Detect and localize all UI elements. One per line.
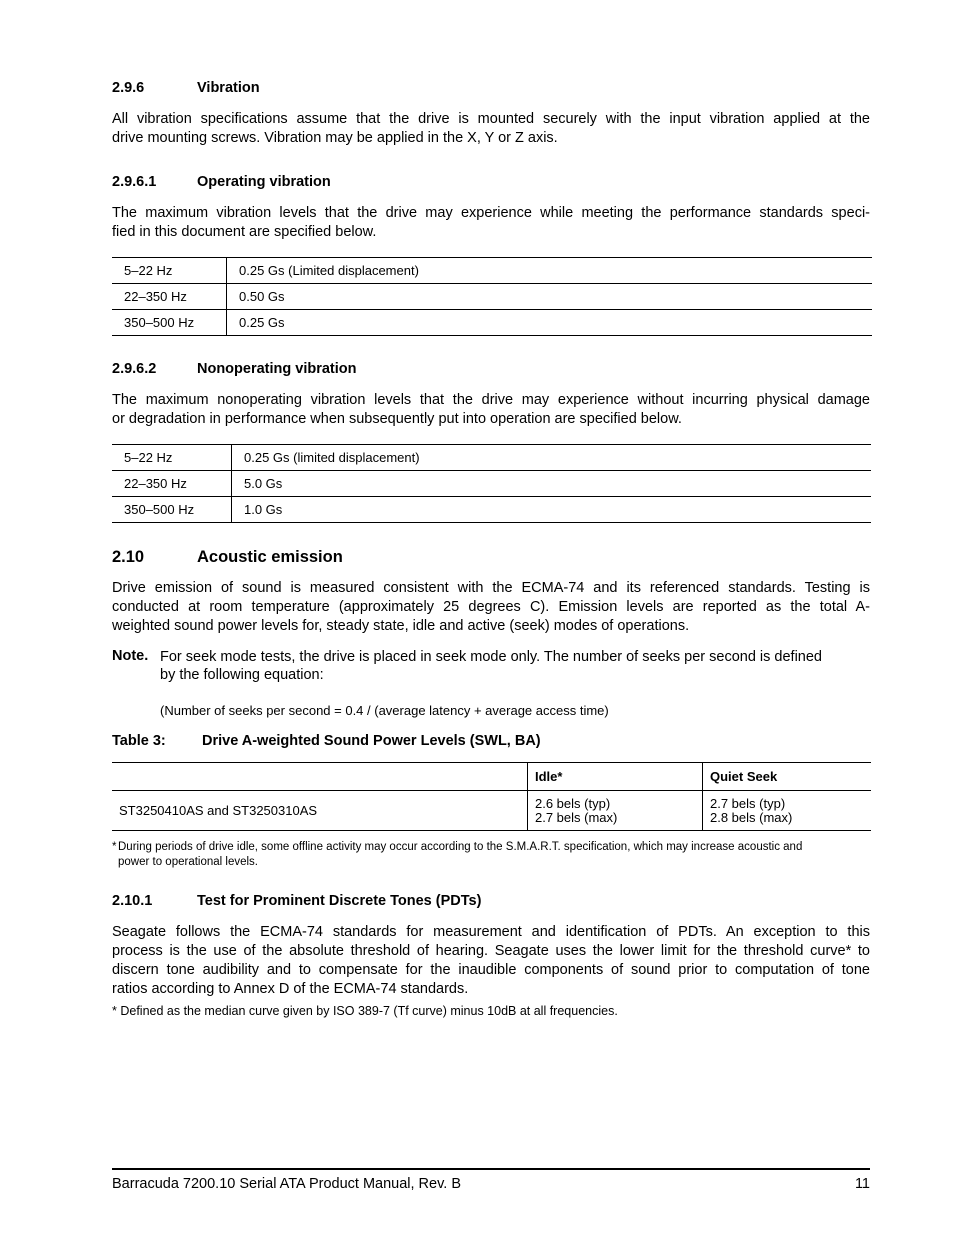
text-line: fied in this document are specified below. [112,224,377,240]
pdt-paragraph [112,923,870,999]
heading-2-10 [112,548,870,568]
operating-vibration-paragraph [112,204,870,242]
heading-2-9-6-2 [112,361,870,379]
text-line: weighted sound power levels for, steady state, idle and active (seek) modes of operations. [112,618,690,634]
threshold-footnote: * Defined as the median curve given by ISO 389-7 (Tf curve) minus 10dB at all frequencies. [112,1004,618,1018]
value-cell: 0.25 Gs (limited displacement) [232,445,872,471]
table-label: Table 3: [112,733,166,749]
vibration-paragraph [112,110,870,148]
section-number: 2.10 [112,548,145,566]
seek-equation: (Number of seeks per second = 0.4 / (average latency + average access time) [160,703,609,718]
note-label: Note. [112,648,149,664]
section-title: Vibration [197,80,260,96]
section-number: 2.9.6.1 [112,174,157,190]
table-row [112,284,872,310]
seek-cell [703,791,872,831]
section-title: Operating vibration [197,174,331,190]
acoustic-paragraph [112,579,870,636]
table-row [112,471,871,497]
text-line: process is the use of the absolute threshold of hearing. Seagate uses the lower limit for the threshold curve* to [112,943,870,959]
text-line: power to operational levels. [118,856,258,868]
seek-max: 2.8 bels (max) [710,809,793,825]
table-row [112,445,871,471]
table-row [112,310,872,336]
table-footnote [112,840,870,870]
frequency-cell: 22–350 Hz [112,284,227,310]
value-cell: 0.25 Gs (Limited displacement) [227,258,873,284]
text-line: conducted at room temperature (approximately 25 degrees C). Emission levels are reported as the total A- [112,599,870,615]
table-row [112,497,871,523]
idle-max: 2.7 bels (max) [535,809,618,825]
text-line: by the following equation: [160,667,324,683]
text-line: For seek mode tests, the drive is placed in seek mode only. The number of seeks per second is defined [160,649,822,665]
frequency-cell: 5–22 Hz [112,445,232,471]
page-number: 11 [854,1176,870,1192]
footnote-mark: * [112,841,117,853]
text-line: discern tone audibility and to compensate for the inaudible components of sound prior to computation of tone [112,962,870,978]
table-row [112,791,871,831]
nonoperating-vibration-paragraph [112,391,870,429]
text-line: The maximum nonoperating vibration levels that the drive may experience without incurring physical damage [112,392,870,408]
nonoperating-vibration-table [112,444,871,523]
section-number: 2.9.6.2 [112,361,157,377]
frequency-cell: 5–22 Hz [112,258,227,284]
footer-title: Barracuda 7200.10 Serial ATA Product Manual, Rev. B [112,1176,461,1192]
heading-2-9-6 [112,80,870,98]
text-line: ratios according to Annex D of the ECMA-74 standards. [112,981,469,997]
footer-rule [112,1168,870,1170]
table-row [112,258,872,284]
model-cell: ST3250410AS and ST3250310AS [112,791,528,831]
frequency-cell: 22–350 Hz [112,471,232,497]
table-title: Drive A-weighted Sound Power Levels (SWL, BA) [202,733,541,749]
value-cell: 5.0 Gs [232,471,872,497]
note-text [160,648,860,684]
idle-cell [528,791,703,831]
section-title: Test for Prominent Discrete Tones (PDTs) [197,893,482,909]
text-line: or degradation in performance when subsequently put into operation are specified below. [112,411,682,427]
seek-typ: 2.7 bels (typ) [710,795,786,811]
value-cell: 0.25 Gs [227,310,873,336]
header-cell-idle: Idle* [528,763,703,791]
text-line: Seagate follows the ECMA-74 standards for measurement and identification of PDTs. An exception to this [112,924,870,940]
header-cell-quiet-seek: Quiet Seek [703,763,872,791]
section-number: 2.9.6 [112,80,145,96]
heading-2-10-1 [112,893,870,911]
section-title: Acoustic emission [197,548,343,566]
text-line: The maximum vibration levels that the drive may experience while meeting the performance standards speci- [112,205,870,221]
text-line: drive mounting screws. Vibration may be applied in the X, Y or Z axis. [112,130,558,146]
table-caption [112,733,870,751]
header-cell-blank [112,763,528,791]
section-title: Nonoperating vibration [197,361,357,377]
text-line: All vibration specifications assume that the drive is mounted securely with the input vibration applied at the [112,111,870,127]
table-header-row [112,763,871,791]
section-number: 2.10.1 [112,893,153,909]
idle-typ: 2.6 bels (typ) [535,795,611,811]
value-cell: 1.0 Gs [232,497,872,523]
frequency-cell: 350–500 Hz [112,497,232,523]
operating-vibration-table [112,257,872,336]
value-cell: 0.50 Gs [227,284,873,310]
text-line: During periods of drive idle, some offline activity may occur according to the S.M.A.R.T. specification, which may increase acoustic and [118,841,803,853]
frequency-cell: 350–500 Hz [112,310,227,336]
text-line: Drive emission of sound is measured consistent with the ECMA-74 and its referenced standards. Testing is [112,580,870,596]
heading-2-9-6-1 [112,174,870,192]
sound-power-table [112,762,871,831]
